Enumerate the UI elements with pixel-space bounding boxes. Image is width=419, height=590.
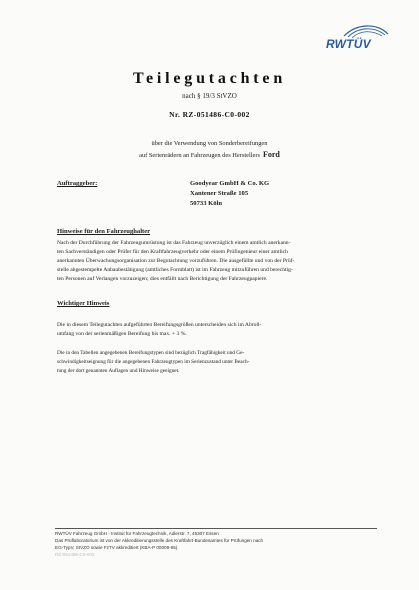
usage-line-2-text: auf Serienrädern an Fahrzeugen des Herstellers xyxy=(139,152,260,159)
owner-notes-paragraph xyxy=(57,239,367,284)
document-footer xyxy=(55,528,377,558)
section-heading-owner-notes: Hinweise für den Fahrzeughalter xyxy=(57,228,151,235)
usage-line-2 xyxy=(0,150,419,159)
paragraph-line: Die in diesem Teilegutachten aufgeführten Bereifungsgrößen unterscheiden sich im Abroll- xyxy=(57,322,262,328)
client-city: 50733 Köln xyxy=(190,200,223,207)
document-title: Teilegutachten xyxy=(132,70,287,87)
paragraph-line: anerkannten Überwachungsorganisation zur Begutachtung vorzuführen. Die ausgefüllte und von der Prüf- xyxy=(57,258,295,264)
section-heading-important-note: Wichtiger Hinweis xyxy=(57,300,110,307)
paragraph-line: stelle abgestempelte Anbaubestätigung (amtliches Formblatt) ist im Fahrzeug mitzuführen und berechtig- xyxy=(57,267,293,273)
paragraph-line: Nach der Durchführung der Fahrzeugumrüstung ist das Fahrzeug unverzüglich einem amtlich anerkann- xyxy=(57,240,291,246)
paragraph-line: tung der dort genannten Auflagen und Hinweise geeignet. xyxy=(57,368,180,374)
paragraph-line: ten Personen auf Verlangen vorzuzeigen; dies entfällt nach Berichtigung der Fahrzeugpapiere. xyxy=(57,276,268,282)
client-street: Xantener Straße 105 xyxy=(190,190,249,197)
client-label: Auftraggeber: xyxy=(57,180,98,187)
client-name: Goodyear GmbH & Co. KG xyxy=(190,180,270,187)
important-note-paragraph xyxy=(57,321,367,339)
usage-line-1: über die Verwendung von Sonderbereifungen xyxy=(151,140,268,147)
paragraph-line: ten Sachverständigen oder Prüfer für den Kraftfahrzeugverkehr oder einem Prüfingenieur einer amtlich xyxy=(57,249,288,255)
tire-suitability-paragraph xyxy=(57,349,367,376)
paragraph-line: schwindigkeitseignung für die angegebenen Fahrzeugtypen im Serienzustand unter Beach- xyxy=(57,359,250,365)
footer-faded-number: RZ-051486-C0-002 xyxy=(55,552,95,557)
rwtuev-logo xyxy=(322,22,392,62)
manufacturer-name: Ford xyxy=(262,150,280,159)
paragraph-line: Die in den Tabellen angegebenen Bereifungstypen sind bezüglich Tragfähigkeit und Ge- xyxy=(57,350,245,356)
footer-line: RWTÜV Fahrzeug GmbH - Institut für Fahrzeugtechnik, Adlerstr. 7, 45307 Essen xyxy=(55,531,219,536)
footer-line: EG-TypV, StVZO sowie FzTV akkreditiert (KBA-P 00009-95). xyxy=(55,545,179,550)
footer-line: Das Prüflaboratorium ist von der Akkreditierungsstelle des Kraftfahrt-Bundesamtes für Prüfungen nach xyxy=(55,538,264,543)
logo-text: RWTÜV xyxy=(326,37,371,51)
document-subtitle: nach § 19/3 StVZO xyxy=(182,92,237,100)
report-number: Nr. RZ-051486-C0-002 xyxy=(169,110,250,119)
paragraph-line: umfang von der serienmäßigen Bereifung bis max. + 3 %. xyxy=(57,331,187,337)
